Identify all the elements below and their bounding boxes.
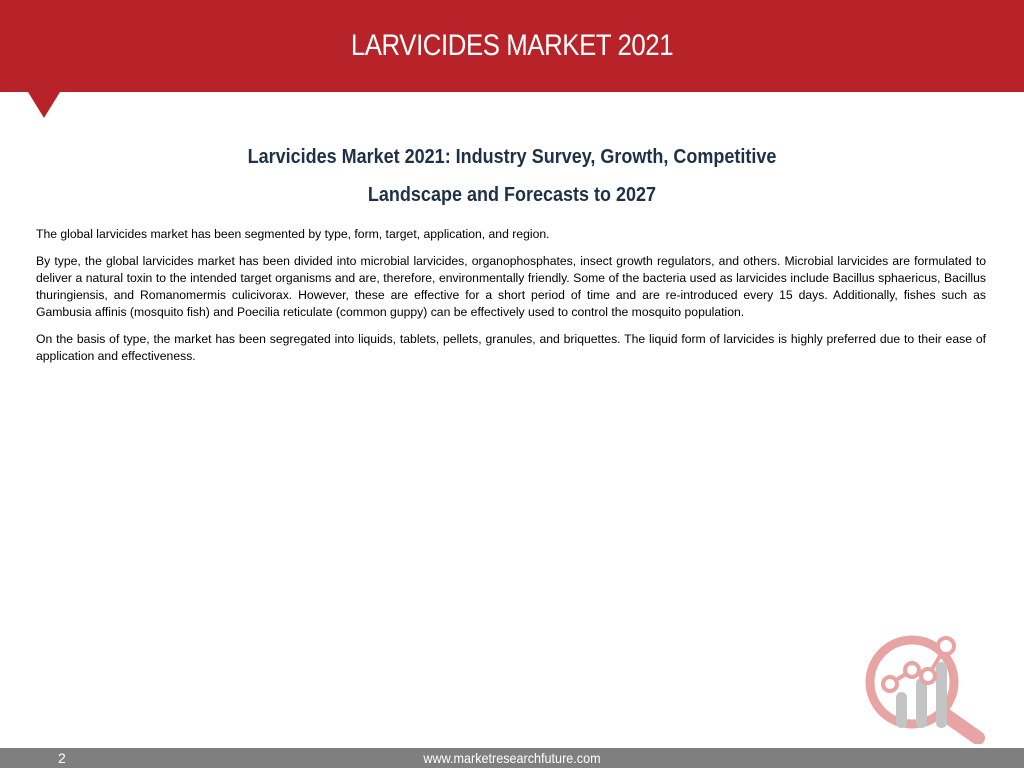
content-title-line-1: Larvicides Market 2021: Industry Survey, Growth, Competitive: [247, 146, 777, 168]
paragraph-1: The global larvicides market has been segmented by type, form, target, application, and region.: [36, 227, 550, 241]
slide-title: LARVICIDES MARKET 2021: [350, 29, 674, 62]
content-title: [60, 138, 964, 214]
body-text: [36, 226, 986, 375]
footer-url[interactable]: www.marketresearchfuture.com: [423, 750, 601, 766]
magnifier-chart-icon: [860, 632, 990, 744]
header-notch: [28, 92, 60, 118]
paragraph-3: On the basis of type, the market has been segregated into liquids, tablets, pellets, granules, and briquettes. The liquid form of larvicides is highly preferred due to their ease of application and effectiveness.: [36, 332, 986, 363]
content-title-line-2: Landscape and Forecasts to 2027: [367, 184, 657, 206]
paragraph-2: By type, the global larvicides market has been divided into microbial larvicides, organophosphates, insect growth regulators, and others. Microbial larvicides are formulated to deliver a natural toxin to the intended target organisms and are, therefore, environmentally friendly. Some of the bacteria used as larvicides include Bacillus sphaericus, Bacillus thuringiensis, and Romanomermis culicivorax. However, these are effective for a short period of time and are re-introduced every 15 days. Additionally, fishes such as Gambusia affinis (mosquito fish) and Poecilia reticulate (common guppy) can be effectively used to control the mosquito population.: [36, 254, 986, 319]
page-number: 2: [58, 750, 66, 766]
